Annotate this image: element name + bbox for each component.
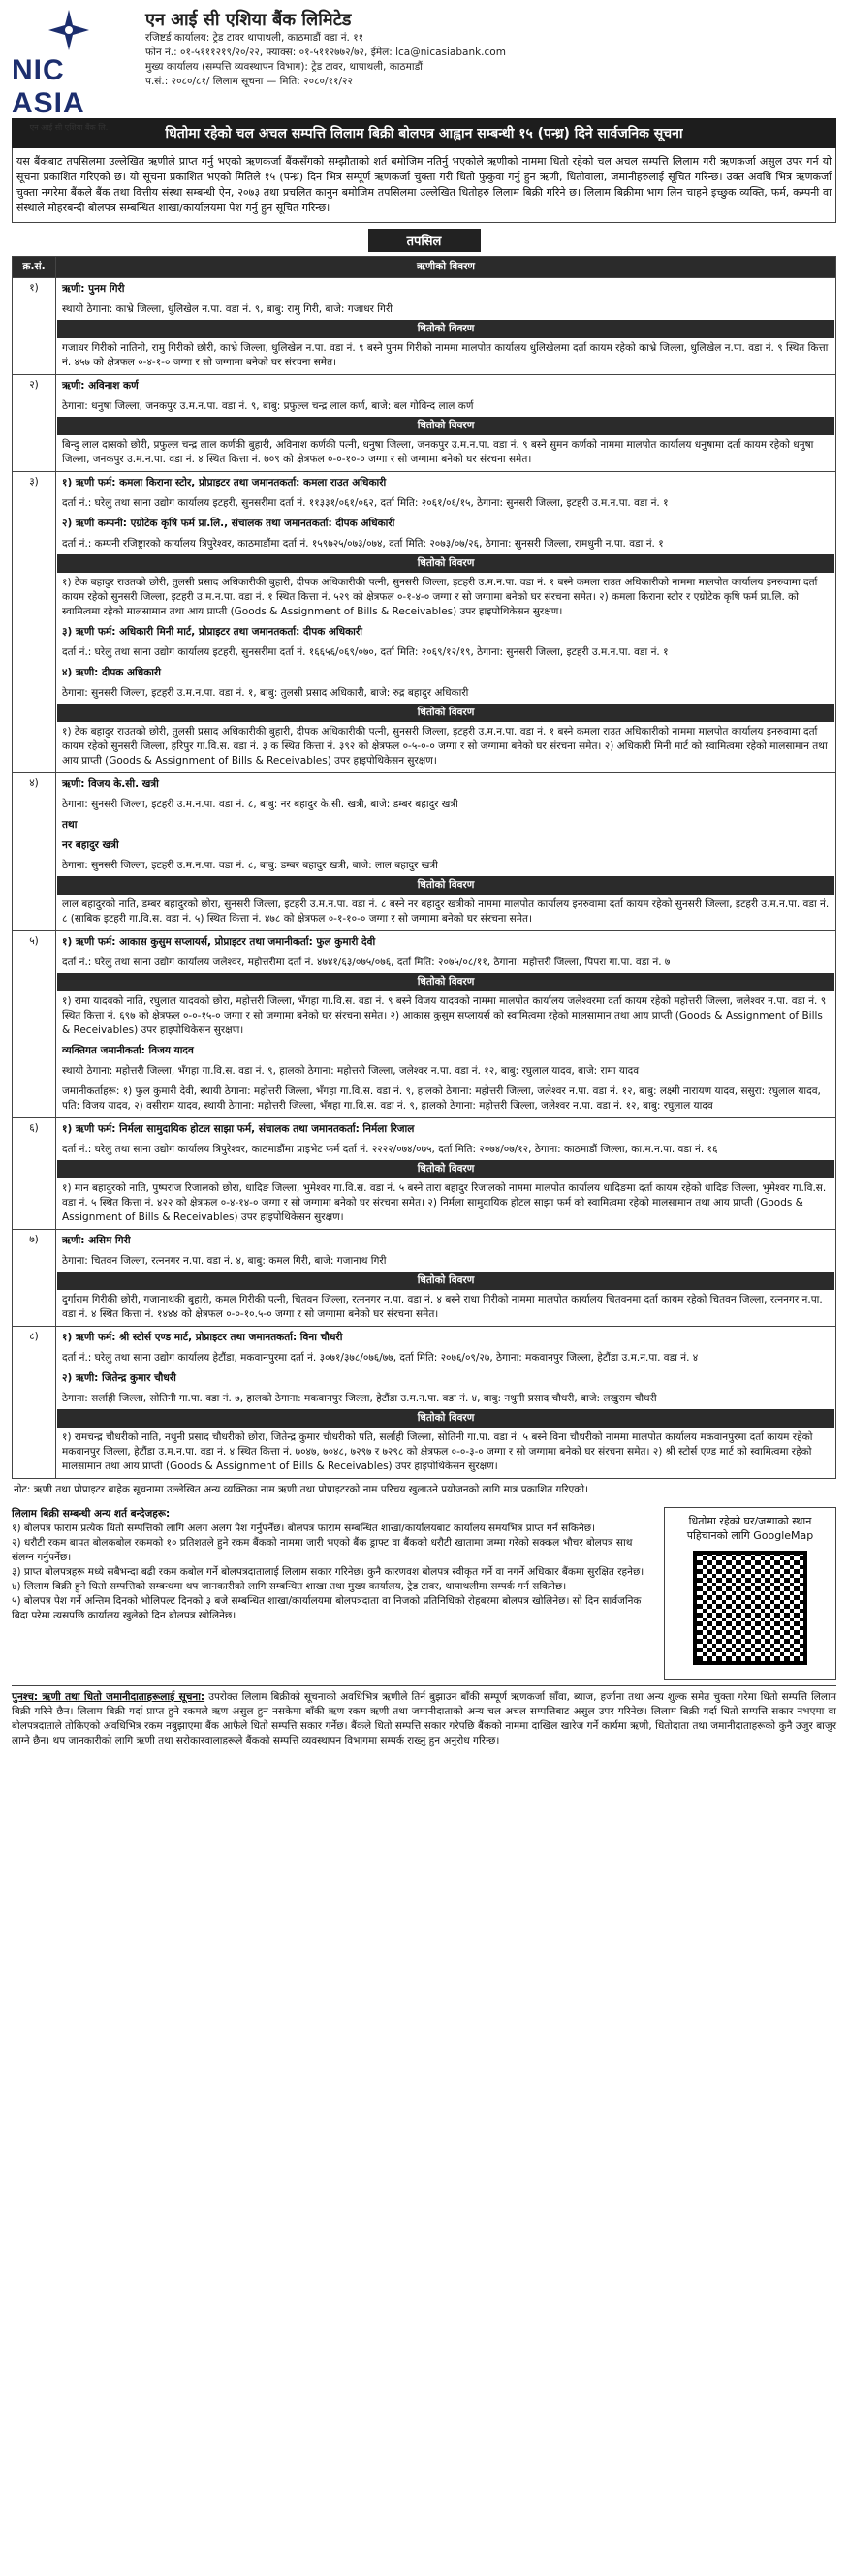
entry-number: ६) <box>13 1118 56 1230</box>
borrower-address: ठेगाना: धनुषा जिल्ला, जनकपुर उ.म.न.पा. वडा नं. ९, बाबु: प्रफुल्ल चन्द्र लाल कर्ण, बाजे: बल गोविन्द लाल कर्ण <box>62 400 474 412</box>
collateral-heading: धितोको विवरण <box>57 1409 834 1428</box>
notice-title: धितोमा रहेको चल अचल सम्पत्ति लिलाम बिक्री बोलपत्र आह्वान सम्बन्धी १५ (पन्ध्र) दिने सार्वजनिक सूचना <box>12 118 836 148</box>
bank-logo <box>12 8 126 133</box>
firm-name: ३) ऋणी फर्म: अधिकारी मिनी मार्ट, प्रोप्राइटर तथा जमानतकर्ता: दीपक अधिकारी <box>62 626 362 638</box>
table-row <box>13 773 836 931</box>
guarantor-list: जमानीकर्ताहरू: १) फुल कुमारी देवी, स्थायी ठेगाना: महोत्तरी जिल्ला, भँगहा गा.वि.स. वडा नं. ९, हालको ठेगाना: महोत्तरी जिल्ला, जलेश्वर न.पा. वडा नं. १२, बाबु: लक्ष्मी नारायण यादव, ससुरा: रघुलाल यादव, पति: विजय यादव, २) वसीराम यादव, स्थायी ठेगाना: महोत्तरी जिल्ला, भँगहा गा.वि.स. वडा नं. ९, हालको ठेगाना: महोत्तरी जिल्ला, जलेश्वर न.पा. वडा नं. १२, बाबु: रघुलाल यादव <box>62 1085 821 1112</box>
office-address: रजिष्टर्ड कार्यालय: ट्रेड टावर थापाथली, काठमाडौं वडा नं. ११ <box>145 32 364 44</box>
table-row <box>13 1327 836 1479</box>
firm-name: १) ऋणी फर्म: निर्मला सामुदायिक होटल साझा फर्म, संचालक तथा जमानतकर्ता: निर्मला रिजाल <box>62 1123 415 1135</box>
collateral-heading: धितोको विवरण <box>57 1160 834 1178</box>
firm-name: १) ऋणी फर्म: कमला किराना स्टोर, प्रोप्राइटर तथा जमानतकर्ता: कमला राउत अधिकारी <box>62 477 387 488</box>
term-item: ५) बोलपत्र पेश गर्ने अन्तिम दिनको भोलिपल्ट दिनको ३ बजे सम्बन्धित शाखा/कार्यालयमा बोलपत्रदाता वा निजको प्रतिनिधिको रोहबरमा बोलपत्र खोलिनेछ। सो दिन सार्वजनिक बिदा परेमा त्यसपछि कार्यालय खुलेको दिन बोलपत्र खोलिनेछ। <box>12 1595 642 1621</box>
footer-heading: पुनश्च: ऋणी तथा धितो जमानीदाताहरूलाई सूचना: <box>12 1691 205 1703</box>
borrower-address: ठेगाना: सुनसरी जिल्ला, इटहरी उ.म.न.पा. वडा नं. १, बाबु: तुलसी प्रसाद अधिकारी, बाजे: रुद्र बहादुर अधिकारी <box>62 687 469 699</box>
logo-star-icon <box>47 8 91 52</box>
section-label: तपसिल <box>368 229 481 252</box>
qr-panel <box>664 1507 836 1680</box>
footer-notice <box>12 1685 836 1748</box>
firm-registration: दर्ता नं.: घरेलु तथा साना उद्योग कार्यालय हेटौंडा, मकवानपुरमा दर्ता नं. ३०७१/३७८/०७६/७७, दर्ता मिति: २०७६/०९/२७, ठेगाना: मकवानपुर जिल्ला, हेटौंडा उ.म.न.पा. वडा नं. ४ <box>62 1352 699 1364</box>
collateral-details: १) टेक बहादुर राउतको छोरी, तुलसी प्रसाद अधिकारीकी बुहारी, दीपक अधिकारीकी पत्नी, सुनसरी जिल्ला, इटहरी उ.म.न.पा. वडा नं. १ बस्ने कमला राउत अधिकारीको नाममा मालपोत कार्यालय इनरुवामा दर्ता कायम रहेको सुनसरी जिल्ला, इटहरी उ.म.न.पा. वडा नं. १ स्थित कित्ता नं. ५२९ को क्षेत्रफल ०-१-४-० जग्गा र सो जग्गामा बनेको घर संरचना समेत। २) कमला किराना स्टोर र एग्रोटेक कृषि फर्म प्रा.लि. को स्वामित्वमा रहेको मालसामान तथा आय प्राप्ती (Goods & Assignment of Bills & Receivables) उपर हाइपोथिकेसन सुरक्षण। <box>62 577 818 617</box>
collateral-details: १) रामचन्द्र चौधरीको नाति, नथुनी प्रसाद चौधरीको छोरा, जितेन्द्र कुमार चौधरीको पति, सर्लाही जिल्ला, सोतिनी गा.पा. वडा नं. ५ बस्ने विना चौधरीको नाममा मालपोत कार्यालय मकवानपुरमा दर्ता कायम रहेको मकवानपुर जिल्ला, हेटौंडा उ.म.न.पा. वडा नं. ४ स्थित कित्ता नं. ७०४७, ७०४८, ७२९७ र ७२९८ को क्षेत्रफल ०-०-३-० जग्गा र सो जग्गामा बनेको घर संरचना समेत। २) श्री स्टोर्स एण्ड मार्ट को स्वामित्वमा रहेको मालसामान तथा आय प्राप्ती (Goods & Assignment of Bills & Receivables) उपर हाइपोथिकेसन सुरक्षण। <box>62 1431 813 1472</box>
collateral-heading: धितोको विवरण <box>57 973 834 991</box>
collateral-heading: धितोको विवरण <box>57 417 834 435</box>
disclaimer-note: नोट: ऋणी तथा प्रोप्राइटर बाहेक सूचनामा उल्लेखित अन्य व्यक्तिका नाम ऋणी तथा प्रोप्राइटरको नाम परिचय खुलाउने प्रयोजनको लागि मात्र प्रकाशित गरिएको। <box>14 1484 589 1495</box>
collateral-heading: धितोको विवरण <box>57 1272 834 1290</box>
firm-name: १) ऋणी फर्म: श्री स्टोर्स एण्ड मार्ट, प्रोप्राइटर तथा जमानतकर्ता: विना चौधरी <box>62 1332 343 1343</box>
footer-text: उपरोक्त लिलाम बिक्रीको सूचनाको अवधिभित्र ऋणीले तिर्न बुझाउन बाँकी सम्पूर्ण ऋणकर्जा साँवा, ब्याज, हर्जाना तथा अन्य शुल्क समेत चुक्ता गरेमा धितो सम्पत्ति लिलाम बिक्री गरिने छैन। लिलाम बिक्री गर्दा प्राप्त हुने रकमले ऋण असुल हुन नसकेमा बाँकी ऋण रकम ऋणी तथा जमानीदाताको अन्य चल अचल सम्पत्तिबाट असुल उपर गरिनेछ। लिलाम बिक्री गर्दा धितो सम्पत्ति सकार नभएमा वा बोलपत्रदाताले तोकिएको अवधिभित्र रकम नबुझाएमा बैंक आफैले धितो सम्पत्ति सकार गर्नेछ। बैंकले धितो सम्पत्ति सकार गरेपछि बैंकको नाममा दाखिल खारेज गर्ने कार्यमा ऋणी, धितोदाता तथा जमानीदाताहरूको कुनै उजुर बाजुर लाग्ने छैन। थप जानकारीको लागि ऋणी तथा सरोकारवालाहरूले बैंकको सम्पत्ति व्यवस्थापन विभागमा सम्पर्क राख्नु हुन अनुरोध गरिन्छ। <box>12 1691 836 1746</box>
entry-number: ४) <box>13 773 56 931</box>
collateral-details: लाल बहादुरको नाति, डम्बर बहादुरको छोरा, सुनसरी जिल्ला, इटहरी उ.म.न.पा. वडा नं. ८ बस्ने नर बहादुर खत्रीको नाममा मालपोत कार्यालय इनरुवामा दर्ता कायम रहेको सुनसरी जिल्ला, इटहरी उ.म.न.पा. वडा नं. ८ (साबिक इटहरी गा.वि.स. वडा नं. ५) स्थित कित्ता नं. ४७८ को क्षेत्रफल ०-१-१०-० जग्गा र सो जग्गामा बनेको घर संरचना समेत। <box>62 898 830 925</box>
borrower-address: ठेगाना: सुनसरी जिल्ला, इटहरी उ.म.न.पा. वडा नं. ८, बाबु: डम्बर बहादुर खत्री, बाजे: लाल बहादुर खत्री <box>62 860 438 871</box>
borrower-address: स्थायी ठेगाना: काभ्रे जिल्ला, धुलिखेल न.पा. वडा नं. ९, बाबु: रामु गिरी, बाजे: गजाधर गिरी <box>62 303 393 315</box>
borrower-address: ठेगाना: चितवन जिल्ला, रत्ननगर न.पा. वडा नं. ४, बाबु: कमल गिरी, बाजे: गजानाथ गिरी <box>62 1255 387 1267</box>
branch-info: मुख्य कार्यालय (सम्पत्ति व्यवस्थापन विभाग): ट्रेड टावर, थापाथली, काठमाडौं <box>145 61 423 73</box>
term-item: २) धरौटी रकम बापत बोलकबोल रकमको १० प्रतिशतले हुने रकम बैंकको नाममा जारी भएको बैंक ड्राफ्ट वा बैंकको धरौटी खातामा जम्मा गरेको सक्कल भौचर बोलपत्र साथ संलग्न गर्नुपर्नेछ। <box>12 1537 633 1563</box>
entry-details <box>56 278 836 375</box>
firm-registration: दर्ता नं.: घरेलु तथा साना उद्योग कार्यालय इटहरी, सुनसरीमा दर्ता नं. १६६५६/०६९/०७०, दर्ता मिति: २०६९/१२/१९, ठेगाना: सुनसरी जिल्ला, इटहरी उ.म.न.पा. वडा नं. १ <box>62 646 669 658</box>
collateral-details: १) मान बहादुरको नाति, पुष्पराज रिजालको छोरा, धादिङ जिल्ला, भुमेश्वर गा.वि.स. वडा नं. ५ बस्ने तारा बहादुर रिजालको नाममा मालपोत कार्यालय धादिङमा दर्ता कायम रहेको धादिङ जिल्ला, भुमेश्वर गा.वि.स. वडा नं. ५ स्थित कित्ता नं. ४२२ को क्षेत्रफल ०-४-१४-० जग्गा र सो जग्गामा बनेको घर संरचना समेत। २) निर्मला सामुदायिक होटल साझा फर्म को स्वामित्वमा रहेको मालसामान तथा आय प्राप्ती (Goods & Assignment of Bills & Receivables) उपर हाइपोथिकेसन सुरक्षण। <box>62 1182 827 1223</box>
entry-details <box>56 1118 836 1230</box>
qr-code-icon[interactable] <box>693 1551 807 1665</box>
table-row <box>13 1118 836 1230</box>
collateral-heading: धितोको विवरण <box>57 554 834 573</box>
borrower-name: ऋणी: अविनाश कर्ण <box>62 380 139 392</box>
term-item: ३) प्राप्त बोलपत्रहरू मध्ये सबैभन्दा बढी रकम कबोल गर्ने बोलपत्रदातालाई लिलाम सकार गरिनेछ। कुनै कारणवश बोलपत्र स्वीकृत गर्ने वा नगर्ने अधिकार बैंकमा सुरक्षित रहनेछ। <box>12 1566 644 1578</box>
borrower-name: ऋणी: पुनम गिरी <box>62 283 125 295</box>
notice-page <box>12 0 836 1748</box>
company-name: २) ऋणी कम्पनी: एग्रोटेक कृषि फर्म प्रा.लि., संचालक तथा जमानतकर्ता: दीपक अधिकारी <box>62 518 395 529</box>
header-details: ऋणीको विवरण <box>56 257 836 278</box>
entry-number: ८) <box>13 1327 56 1479</box>
intro-paragraph: यस बैंकबाट तपसिलमा उल्लेखित ऋणीले प्राप्त गर्नु भएको ऋणकर्जा बैंकसँगको सम्झौताको शर्त बमोजिम नतिर्नु भएकोले ऋणीको नाममा धितो रहेको चल अचल सम्पत्ति लिलाम गरी ऋणकर्जा असुल उपर गर्न यो सूचना प्रकाशित गरिएको छ। यो सूचना प्रकाशित भएको मितिले १५ (पन्ध्र) दिन भित्र सम्पूर्ण ऋणकर्जा चुक्ता गरी धितो फुकुवा गर्नु हुन ऋणी, धितोवाला, जमानीहरुलाई सूचित गरिन्छ। उक्त अवधि भित्र ऋणकर्जा चुक्ता नगरेमा बैंकले बैंक तथा वित्तीय संस्था सम्बन्धी ऐन, २०७३ तथा प्रचलित कानुन बमोजिम तपसिलमा उल्लेखित धितोहरु लिलाम बिक्री गरिने छ। लिलाम बिक्रीमा भाग लिन चाहने इच्छुक व्यक्ति, फर्म, कम्पनी वा संस्थाले मोहरबन्दी बोलपत्र सम्बन्धित शाखा/कार्यालयमा पेश गर्नु हुन सूचित गरिन्छ। <box>12 148 836 223</box>
firm-registration: दर्ता नं.: घरेलु तथा साना उद्योग कार्यालय जलेश्वर, महोत्तरीमा दर्ता नं. ४७४१/६३/०७५/०७६, दर्ता मिति: २०७५/०८/११, ठेगाना: महोत्तरी जिल्ला, पिपरा गा.पा. वडा नं. ७ <box>62 957 671 968</box>
terms-list <box>12 1507 664 1680</box>
entry-number: ५) <box>13 931 56 1118</box>
firm-registration: दर्ता नं.: घरेलु तथा साना उद्योग कार्यालय इटहरी, सुनसरीमा दर्ता नं. ११३३१/०६१/०६२, दर्ता मिति: २०६१/०६/१५, ठेगाना: सुनसरी जिल्ला, इटहरी उ.म.न.पा. वडा नं. १ <box>62 497 669 509</box>
term-item: ४) लिलाम बिक्री हुने धितो सम्पत्तिको सम्बन्धमा थप जानकारीको लागि सम्बन्धित शाखा तथा मुख्य कार्यालय, ट्रेड टावर, थापाथलीमा सम्पर्क गर्न सकिनेछ। <box>12 1581 567 1592</box>
header-sn: क्र.सं. <box>13 257 56 278</box>
term-item: १) बोलपत्र फाराम प्रत्येक धितो सम्पत्तिको लागि अलग अलग पेश गर्नुपर्नेछ। बोलपत्र फाराम सम्बन्धित शाखा/कार्यालयबाट कार्यालय समयभित्र प्राप्त गर्न सकिनेछ। <box>12 1523 596 1534</box>
table-row <box>13 375 836 472</box>
borrower-table <box>12 256 836 1479</box>
firm-registration: दर्ता नं.: घरेलु तथा साना उद्योग कार्यालय त्रिपुरेश्वर, काठमाडौंमा प्राइभेट फर्म दर्ता नं. २२२२/०७४/०७५, दर्ता मिति: २०७४/०७/१२, ठेगाना: काठमाडौं जिल्ला, का.म.न.पा. वडा नं. १६ <box>62 1144 718 1155</box>
entry-number: ३) <box>13 472 56 773</box>
entry-details <box>56 931 836 1118</box>
collateral-details: बिन्दु लाल दासको छोरी, प्रफुल्ल चन्द्र लाल कर्णकी बुहारी, अविनाश कर्णकी पत्नी, धनुषा जिल्ला, जनकपुर उ.म.न.पा. वडा नं. ९ बस्ने सुमन कर्णको नाममा मालपोत कार्यालय धनुषामा दर्ता कायम रहेको धनुषा जिल्ला, जनकपुर उ.म.न.पा. वडा नं. ४ स्थित कित्ता नं. ७०९ को क्षेत्रफल ०-०-१०-० जग्गा र सो जग्गामा बनेको घर संरचना समेत। <box>62 439 814 465</box>
reference-number: प.सं.: २०८०/८१/ लिलाम सूचना — मिति: २०८०/११/२२ <box>145 76 353 87</box>
table-row <box>13 278 836 375</box>
entry-details <box>56 472 836 773</box>
bank-name: एन आई सी एशिया बैंक लिमिटेड <box>145 10 352 30</box>
terms-title: लिलाम बिक्री सम्बन्धी अन्य शर्त बन्देजहरू: <box>12 1508 171 1520</box>
borrower-name: ऋणी: विजय के.सी. खत्री <box>62 778 159 790</box>
terms-section <box>12 1507 836 1680</box>
entry-number: ७) <box>13 1230 56 1327</box>
logo-name: NIC ASIA <box>12 54 85 119</box>
borrower-name: नर बहादुर खत्री <box>62 839 119 851</box>
collateral-details: १) टेक बहादुर राउतको छोरी, तुलसी प्रसाद अधिकारीकी बुहारी, दीपक अधिकारीकी पत्नी, सुनसरी जिल्ला, इटहरी उ.म.न.पा. वडा नं. १ बस्ने कमला राउत अधिकारीको नाममा मालपोत कार्यालय इनरुवामा दर्ता कायम रहेको सुनसरी जिल्ला, हरिपुर गा.वि.स. वडा नं. ३ क स्थित कित्ता नं. ३९२ को क्षेत्रफल ०-५-०-० जग्गा र सो जग्गामा बनेको घर संरचना समेत। २) अधिकारी मिनी मार्ट को स्वामित्वमा रहेको मालसामान तथा आय प्राप्ती (Goods & Assignment of Bills & Receivables) उपर हाइपोथिकेसन सुरक्षण। <box>62 726 828 767</box>
entry-details <box>56 375 836 472</box>
header <box>12 8 836 132</box>
table-row <box>13 1230 836 1327</box>
borrower-address: ठेगाना: सर्लाही जिल्ला, सोतिनी गा.पा. वडा नं. ७, हालको ठेगाना: मकवानपुर जिल्ला, हेटौंडा उ.म.न.पा. वडा नं. ४, बाबु: नथुनी प्रसाद चौधरी, बाजे: लखुराम चौधरी <box>62 1393 657 1404</box>
qr-caption: धितोमा रहेको घर/जग्गाको स्थान पहिचानको लागि GoogleMap <box>686 1515 814 1542</box>
header-text <box>145 8 836 89</box>
table-row <box>13 472 836 773</box>
entry-details <box>56 773 836 931</box>
firm-name: १) ऋणी फर्म: आकास कुसुम सप्लायर्स, प्रोप्राइटर तथा जमानीकर्ता: फुल कुमारी देवी <box>62 936 376 948</box>
entry-number: १) <box>13 278 56 375</box>
entry-details <box>56 1230 836 1327</box>
collateral-details: १) रामा यादवको नाति, रघुलाल यादवको छोरा, महोत्तरी जिल्ला, भँगहा गा.वि.स. वडा नं. ९ बस्ने विजय यादवको नाममा मालपोत कार्यालय जलेश्वरमा दर्ता कायम रहेको महोत्तरी जिल्ला, जलेश्वर न.पा. वडा नं. ९ स्थित कित्ता नं. ६९७ को क्षेत्रफल ०-०-१५-० जग्गा र सो जग्गामा बनेको घर संरचना समेत। २) आकास कुसुम सप्लायर्स को स्वामित्वमा रहेको मालसामान तथा आय प्राप्ती (Goods & Assignment of Bills & Receivables) उपर हाइपोथिकेसन सुरक्षण। <box>62 995 827 1036</box>
entry-number: २) <box>13 375 56 472</box>
collateral-details: गजाधर गिरीको नातिनी, रामु गिरीको छोरी, काभ्रे जिल्ला, धुलिखेल न.पा. वडा नं. ९ बस्ने पुनम गिरीको नाममा मालपोत कार्यालय धुलिखेलमा दर्ता कायम रहेको काभ्रे जिल्ला, धुलिखेल न.पा. वडा नं. ९ स्थित कित्ता नं. ४५७ को क्षेत्रफल ०-४-१-० जग्गा र सो जग्गामा बनेको घर संरचना समेत। <box>62 342 829 368</box>
collateral-details: दुर्गाराम गिरीकी छोरी, गजानाथकी बुहारी, कमल गिरीकी पत्नी, चितवन जिल्ला, रत्ननगर न.पा. वडा नं. ४ बस्ने राधा गिरीको नाममा मालपोत कार्यालय चितवनमा दर्ता कायम रहेको चितवन जिल्ला, रत्ननगर न.पा. वडा नं. ४ स्थित कित्ता नं. १४४४ को क्षेत्रफल ०-०-१०.५-० जग्गा र सो जग्गामा बनेको घर संरचना समेत। <box>62 1294 823 1320</box>
guarantor-heading: व्यक्तिगत जमानीकर्ता: विजय यादव <box>62 1045 194 1056</box>
collateral-heading: धितोको विवरण <box>57 704 834 722</box>
entry-details <box>56 1327 836 1479</box>
contact-info: फोन नं.: ०१-५१११२१९/२०/२२, फ्याक्स: ०१-५११२७७२/७२, ईमेल: lca@nicasiabank.com <box>145 47 506 58</box>
collateral-heading: धितोको विवरण <box>57 876 834 895</box>
conjunction: तथा <box>62 819 78 831</box>
guarantor-address: स्थायी ठेगाना: महोत्तरी जिल्ला, भँगहा गा.वि.स. वडा नं. ९, हालको ठेगाना: महोत्तरी जिल्ला, जलेश्वर न.पा. वडा नं. १२, बाबु: रघुलाल यादव, बाजे: रामा यादव <box>62 1065 640 1077</box>
table-header-row <box>13 257 836 278</box>
company-registration: दर्ता नं.: कम्पनी रजिष्ट्रारको कार्यालय त्रिपुरेश्वर, काठमाडौंमा दर्ता नं. १५९७२५/०७३/०७४, दर्ता मिति: २०७३/०७/२६, ठेगाना: सुनसरी जिल्ला, रामधुनी न.पा. वडा नं. १ <box>62 538 664 550</box>
table-row <box>13 931 836 1118</box>
borrower-name: २) ऋणी: जितेन्द्र कुमार चौधरी <box>62 1372 176 1384</box>
collateral-heading: धितोको विवरण <box>57 320 834 338</box>
logo-tagline: एन आई सी एशिया बैंक लि. <box>29 123 109 132</box>
borrower-name: ४) ऋणी: दीपक अधिकारी <box>62 667 162 678</box>
borrower-name: ऋणी: असिम गिरी <box>62 1235 131 1246</box>
borrower-address: ठेगाना: सुनसरी जिल्ला, इटहरी उ.म.न.पा. वडा नं. ८, बाबु: नर बहादुर के.सी. खत्री, बाजे: डम्बर बहादुर खत्री <box>62 799 458 810</box>
